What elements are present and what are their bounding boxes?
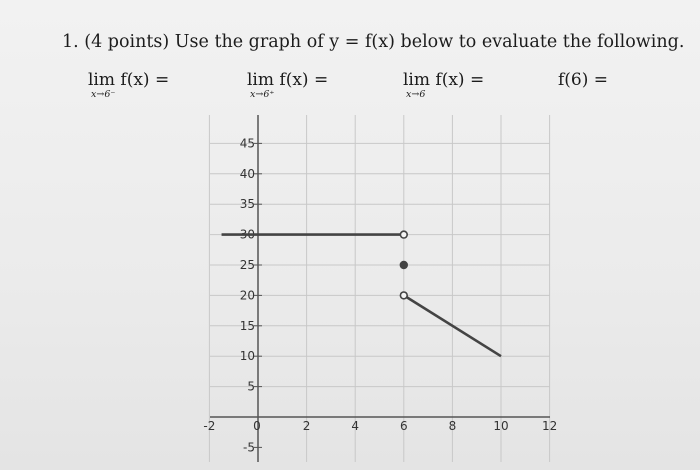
y-tick-label: -5 xyxy=(243,440,255,455)
x-tick-label: 10 xyxy=(493,419,509,433)
x-tick-label: 4 xyxy=(351,419,360,433)
limit-left-expression: lim f(x) = x→6⁻ xyxy=(88,70,170,100)
open-circle-point xyxy=(400,292,407,299)
question-text: 1. (4 points) Use the graph of y = f(x) below to evaluate the following. xyxy=(62,32,685,52)
x-tick-label: 6 xyxy=(399,419,408,433)
y-tick-label: 40 xyxy=(239,166,255,181)
limit-right-subscript: x→6⁺ xyxy=(250,89,275,100)
y-tick-label: 25 xyxy=(239,258,255,272)
limit-two-sided-expression: lim f(x) = x→6 xyxy=(403,70,485,100)
limit-right-expression: lim f(x) = x→6⁺ xyxy=(247,70,329,100)
closed-circle-point xyxy=(400,262,407,269)
limit-left-subscript: x→6⁻ xyxy=(91,89,116,100)
open-circle-point xyxy=(400,231,407,238)
x-tick-label: 12 xyxy=(541,419,558,433)
x-tick-label: 0 xyxy=(253,419,261,433)
x-tick-label: -2 xyxy=(203,419,216,433)
y-tick-label: 30 xyxy=(239,227,255,242)
x-tick-label: 8 xyxy=(448,419,457,433)
function-value-expression: f(6) = xyxy=(558,70,609,90)
y-tick-label: 5 xyxy=(247,379,255,394)
y-tick-label: 10 xyxy=(239,349,255,364)
y-tick-label: 15 xyxy=(239,318,255,333)
limit-two-sided-subscript: x→6 xyxy=(406,89,426,100)
x-tick-label: 2 xyxy=(302,419,311,433)
y-tick-label: 20 xyxy=(239,288,255,303)
y-tick-label: 35 xyxy=(239,197,255,212)
y-tick-label: 45 xyxy=(239,136,255,151)
